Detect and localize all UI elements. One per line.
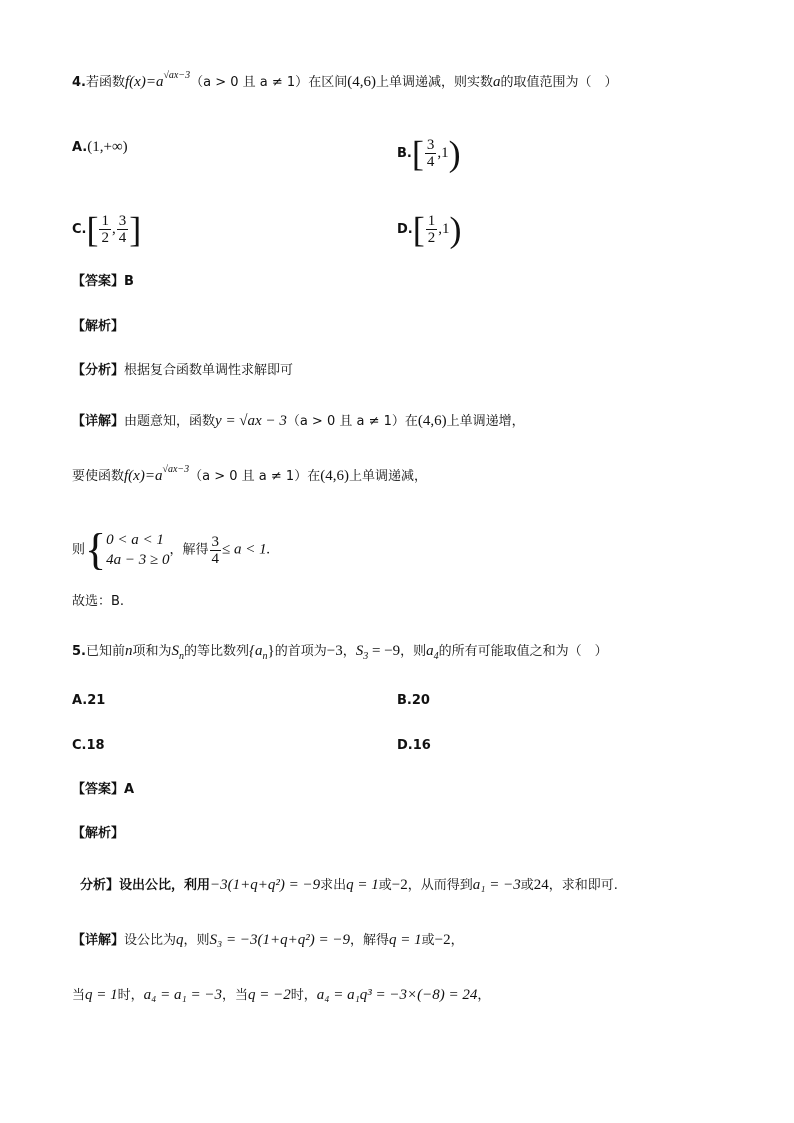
q4-number: 4.	[72, 75, 86, 90]
q5-solution-heading: 【解析】	[72, 826, 125, 841]
q4-choice: 故选：B.	[72, 594, 125, 609]
q4-detail-2: 要使函数$f(x)=a^{√ax-3}(a > 0$ 且 a ≠ 1）在(4,6)上单调递减，	[72, 464, 427, 484]
q5-option-b: B.20	[397, 693, 430, 708]
fraction: $\frac{1}{2}$	[427, 213, 436, 246]
q4-option-d: D.[ $\frac{1}{2}$ ,1)	[397, 209, 462, 250]
inequality-system: 0 < a < 1 4a − 3 ≥ 0	[106, 532, 170, 568]
fraction: $\frac{3}{4}$	[118, 213, 127, 246]
q5-option-d: D.16	[397, 738, 431, 753]
brace: {	[85, 525, 107, 574]
q4-option-a: A.(1,+∞)	[72, 139, 128, 155]
q5-answer: 【答案】A	[72, 782, 135, 797]
q5-option-a: A.21	[72, 693, 106, 708]
fraction: $\frac{3}{4}$	[426, 137, 435, 170]
exponent: √ax−3	[163, 70, 191, 81]
q4-answer: 【答案】B	[72, 274, 134, 289]
q4-option-b: B.[ $\frac{3}{4}$ ,1)	[397, 133, 461, 174]
q4-analysis: 【分析】根据复合函数单调性求解即可	[72, 363, 294, 378]
fraction: $\frac{3}{4}$	[211, 533, 220, 567]
fraction: $\frac{1}{2}$	[101, 213, 109, 246]
q4-detail-3: 则{ 0 < a < 1 4a − 3 ≥ 0 ，解得 $\frac{3}{4}$ ≤ a < 1.	[72, 525, 271, 574]
q5-stem: 5.已知前n项和为$S_n$的等比数列$\{a_n\}$的首项为−3，$S_3 = -9$，则$a_4$的所有可能取值之和为（ ）	[72, 643, 608, 662]
q4-option-c: C.[ $\frac{1}{2}$ , $\frac{3}{4}$ ]	[72, 209, 142, 250]
q5-option-c: C.18	[72, 738, 105, 753]
q4-detail-1: 【详解】由题意知，函数y = √ax − 3（a > 0 且 a ≠ 1）在(4,6)上单调递增，	[72, 413, 525, 429]
q5-detail-1: 【详解】设公比为q，则S₃ = −3(1+q+q²) = −9，解得q = 1或−2，	[72, 932, 464, 948]
q5-analysis: 分析】设出公比，利用−3(1+q+q²) = −9求出q = 1或−2，从而得到a₁ = −3或24，求和即可.	[80, 877, 618, 893]
q4-solution-heading: 【解析】	[72, 319, 125, 334]
q4-stem: 4.若函数$f(x)=a^{√ax-3}(a > 0$ 且 a ≠ 1）在区间(4,6)上单调递减，则实数a的取值范围为（ ）	[72, 70, 618, 90]
q5-detail-2: 当q = 1时，a₄ = a₁ = −3，当q = −2时，a₄ = a₁q³ = −3×(−8) = 24，	[72, 987, 491, 1003]
q5-number: 5.	[72, 644, 86, 659]
